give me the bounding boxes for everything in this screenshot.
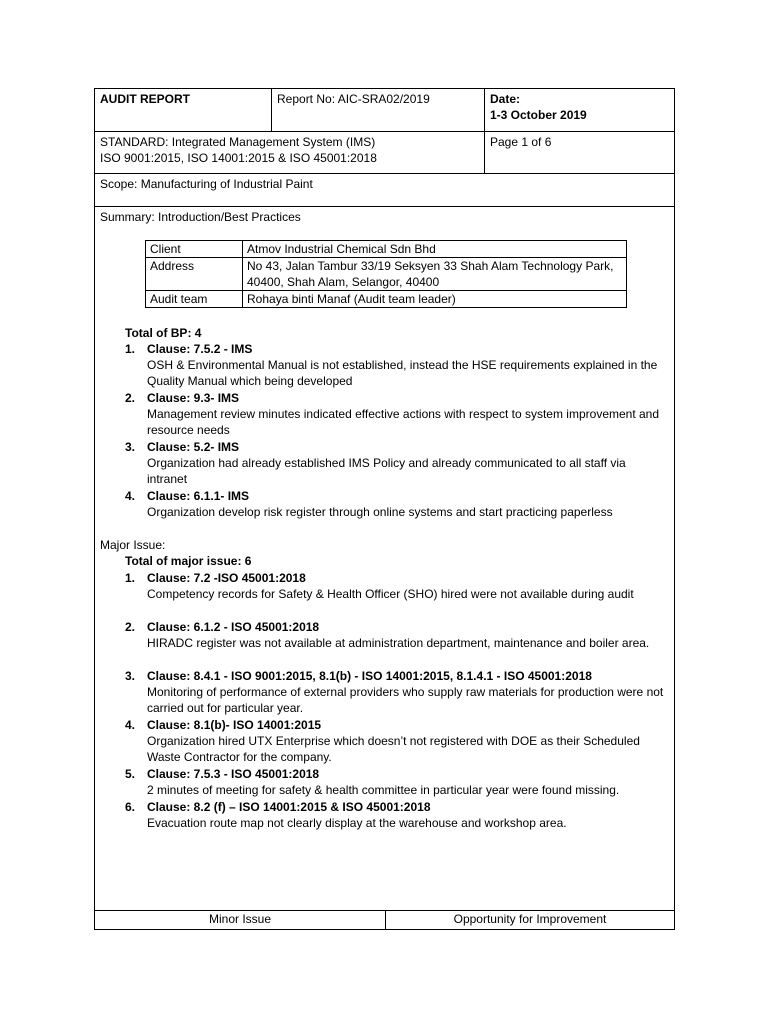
bp-total: Total of BP: 4 — [125, 326, 202, 340]
item-number: 3. — [125, 669, 136, 683]
table-row — [146, 291, 627, 308]
item-clause: Clause: 7.2 -ISO 45001:2018 — [147, 571, 306, 585]
item-clause: Clause: 6.1.2 - ISO 45001:2018 — [147, 620, 320, 634]
header-row — [95, 89, 674, 132]
item-text: Management review minutes indicated effective actions with respect to system improvement and resource needs — [147, 407, 660, 437]
item-clause: Clause: 7.5.3 - ISO 45001:2018 — [147, 767, 320, 781]
item-number: 3. — [125, 440, 136, 454]
item-text: Evacuation route map not clearly display at the warehouse and workshop area. — [147, 816, 567, 830]
item-number: 1. — [125, 342, 136, 356]
item-text: 2 minutes of meeting for safety & health committee in particular year were found missing. — [147, 783, 620, 797]
table-row — [146, 258, 627, 291]
client-key: Client — [146, 241, 243, 258]
summary-heading: Summary: Introduction/Best Practices — [100, 210, 301, 224]
audit-team-key: Audit team — [146, 291, 243, 308]
standard-line-1: STANDARD: Integrated Management System (IMS) — [100, 135, 376, 149]
date-label: Date: — [490, 92, 521, 106]
minor-issue-heading: Minor Issue — [208, 912, 272, 926]
item-number: 2. — [125, 391, 136, 405]
report-number: Report No: AIC-SRA02/2019 — [271, 89, 484, 131]
item-text: HIRADC register was not available at administration department, maintenance and boiler area. — [147, 636, 650, 650]
scope-text: Scope: Manufacturing of Industrial Paint — [100, 177, 313, 191]
item-clause: Clause: 6.1.1- IMS — [147, 489, 250, 503]
report-title: AUDIT REPORT — [100, 92, 190, 106]
audit-team-value: Rohaya binti Manaf (Audit team leader) — [243, 291, 627, 308]
audit-report-document — [94, 88, 675, 930]
ofi-heading: Opportunity for Improvement — [385, 911, 674, 929]
item-text: Monitoring of performance of external providers who supply raw materials for production were not carried out for particular year. — [147, 685, 664, 715]
address-key: Address — [146, 258, 243, 291]
item-number: 6. — [125, 800, 136, 814]
item-number: 5. — [125, 767, 136, 781]
date-value: 1-3 October 2019 — [490, 108, 587, 122]
item-number: 4. — [125, 718, 136, 732]
client-value: Atmov Industrial Chemical Sdn Bhd — [243, 241, 627, 258]
item-clause: Clause: 8.2 (f) – ISO 14001:2015 & ISO 45001:2018 — [147, 800, 431, 814]
item-clause: Clause: 5.2- IMS — [147, 440, 240, 454]
standard-row — [95, 132, 674, 174]
item-text: Organization develop risk register through online systems and start practicing paperless — [147, 505, 613, 519]
item-number: 4. — [125, 489, 136, 503]
table-row — [146, 241, 627, 258]
item-clause: Clause: 7.5.2 - IMS — [147, 342, 253, 356]
major-issue-total: Total of major issue: 6 — [125, 554, 252, 568]
scope-row — [95, 174, 674, 207]
page-number: Page 1 of 6 — [484, 132, 674, 173]
item-text: Competency records for Safety & Health Officer (SHO) hired were not available during audit — [147, 587, 634, 601]
item-number: 1. — [125, 571, 136, 585]
item-number: 2. — [125, 620, 136, 634]
item-text: Organization had already established IMS Policy and already communicated to all staff via intranet — [147, 456, 626, 486]
item-clause: Clause: 8.1(b)- ISO 14001:2015 — [147, 718, 322, 732]
standard-cell — [95, 132, 484, 173]
item-text: OSH & Environmental Manual is not established, instead the HSE requirements explained in the Quality Manual which being developed — [147, 358, 658, 388]
item-clause: Clause: 8.4.1 - ISO 9001:2015, 8.1(b) - ISO 14001:2015, 8.1.4.1 - ISO 45001:2018 — [147, 669, 592, 683]
item-clause: Clause: 9.3- IMS — [147, 391, 240, 405]
address-value: No 43, Jalan Tambur 33/19 Seksyen 33 Shah Alam Technology Park, 40400, Shah Alam, Selangor, 40400 — [243, 258, 627, 291]
standard-line-2: ISO 9001:2015, ISO 14001:2015 & ISO 45001:2018 — [100, 151, 377, 165]
client-info-table — [145, 240, 627, 308]
major-issue-heading: Major Issue: — [100, 538, 166, 552]
item-text: Organization hired UTX Enterprise which doesn’t not registered with DOE as their Scheduled Waste Contractor for the company. — [147, 734, 640, 764]
date-cell — [484, 89, 674, 131]
footer-row — [95, 910, 674, 929]
